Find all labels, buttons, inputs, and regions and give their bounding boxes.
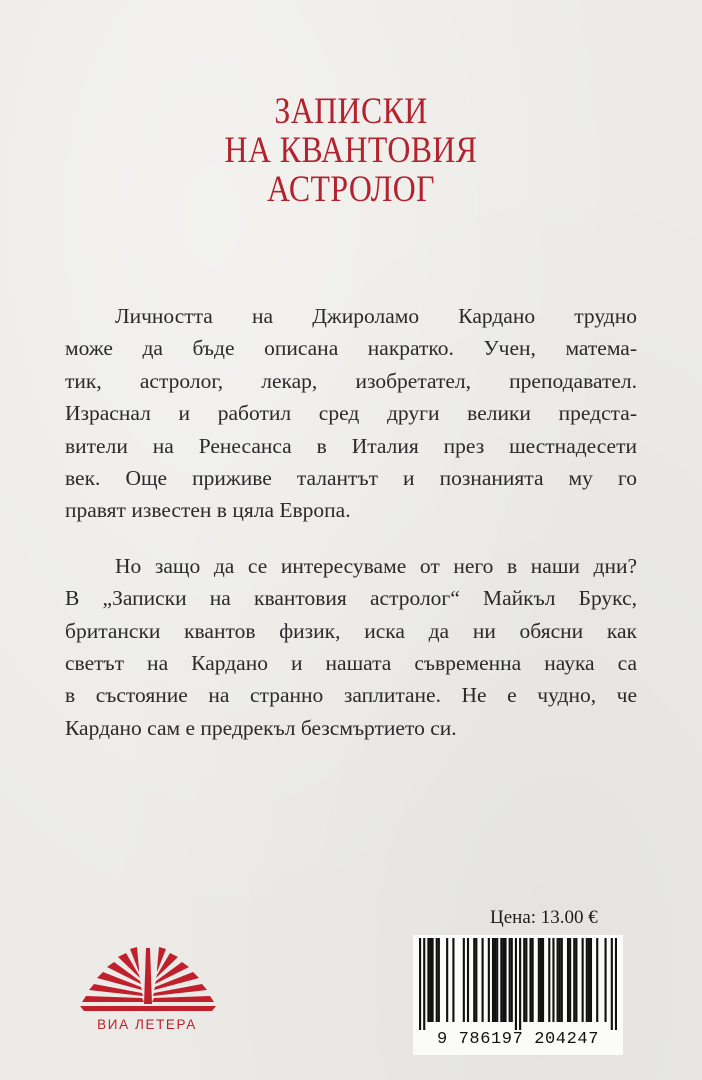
- barcode-bar: [573, 938, 575, 1022]
- barcode-bar: [500, 938, 502, 1022]
- barcode-bar: [438, 938, 440, 1022]
- barcode-bar: [523, 938, 525, 1022]
- price-label: Цена: 13.00 €: [490, 907, 598, 928]
- barcode-bar: [540, 938, 542, 1022]
- isbn-number: 9 786197 204247: [436, 1030, 600, 1049]
- barcode-bar: [567, 938, 569, 1022]
- barcode-bar: [582, 938, 584, 1022]
- blurb-line: в състояние на странно заплитане. Не е чудно, че: [65, 683, 637, 708]
- blurb-line: Личността на Джироламо Кардано трудно: [115, 304, 637, 328]
- book-blurb: [65, 300, 637, 744]
- blurb-line: Но защо да се интересуваме от него в наши дни?: [115, 553, 637, 578]
- barcode-bar: [429, 938, 431, 1022]
- barcode-bar: [511, 938, 513, 1022]
- barcode-bar: [538, 938, 540, 1022]
- barcode-bar: [569, 938, 571, 1022]
- barcode-bar: [552, 938, 554, 1022]
- barcode-bar: [504, 938, 506, 1022]
- barcode-bar: [419, 938, 421, 1030]
- barcode-bar: [467, 938, 469, 1022]
- publisher-logo: [72, 938, 222, 1040]
- title-line: НА КВАНТОВИЯ: [224, 130, 478, 171]
- barcode-bar: [604, 938, 606, 1022]
- barcode-bar: [615, 938, 617, 1030]
- barcode-bar: [557, 938, 559, 1022]
- barcode-bar: [432, 938, 434, 1022]
- barcode-bar: [427, 938, 429, 1022]
- barcode-bar: [529, 938, 531, 1022]
- barcode-bar: [492, 938, 494, 1022]
- barcode-bar: [548, 938, 550, 1022]
- barcode-bar: [509, 938, 511, 1022]
- barcode-bar: [561, 938, 563, 1022]
- blurb-line: може да бъде описана накратко. Учен, матема-: [65, 336, 637, 361]
- title-line: ЗАПИСКИ: [274, 91, 428, 132]
- blurb-line: правят известен в цяла Европа.: [65, 498, 351, 523]
- barcode-bar: [596, 938, 598, 1022]
- book-title: [49, 92, 653, 209]
- blurb-line: британски квантов физик, иска да ни обясни как: [65, 618, 637, 643]
- blurb-line: вители на Ренесанса в Италия през шестнадесети: [65, 433, 637, 458]
- barcode-bar: [488, 938, 490, 1022]
- barcode-bar: [452, 938, 454, 1022]
- barcode-bar: [446, 938, 448, 1022]
- open-book-logo-icon: [72, 938, 222, 1018]
- blurb-paragraph-1: [65, 300, 637, 527]
- blurb-paragraph-2: [65, 550, 637, 744]
- barcode-bars: [419, 938, 617, 1030]
- title-line: АСТРОЛОГ: [267, 169, 435, 210]
- barcode-bar: [575, 938, 577, 1022]
- barcode-bar: [473, 938, 475, 1022]
- barcode-bar: [525, 938, 527, 1022]
- barcode-bar: [519, 938, 521, 1030]
- barcode-bar: [475, 938, 477, 1022]
- blurb-line: В „Записки на квантовия астролог“ Майкъл Брукс,: [65, 586, 637, 611]
- barcode-bar: [423, 938, 425, 1030]
- barcode-bar: [542, 938, 544, 1022]
- barcode-bar: [586, 938, 588, 1022]
- blurb-line: век. Още приживе талантът и познанията му го: [65, 466, 637, 491]
- barcode-bar: [590, 938, 592, 1022]
- barcode-bar: [588, 938, 590, 1022]
- blurb-line: тик, астролог, лекар, изобретател, преподавател.: [65, 368, 637, 393]
- blurb-line: Кардано сам е предрекъл безсмъртието си.: [65, 715, 457, 740]
- barcode-bar: [532, 938, 534, 1022]
- barcode-bar: [515, 938, 517, 1030]
- barcode-bar: [482, 938, 484, 1022]
- barcode-bar: [496, 938, 498, 1022]
- barcode-bar: [611, 938, 613, 1030]
- barcode-bar: [463, 938, 465, 1022]
- barcode-bar: [559, 938, 561, 1022]
- publisher-name: ВИА ЛЕТЕРА: [97, 1017, 197, 1032]
- barcode-bar: [436, 938, 438, 1022]
- blurb-line: Израснал и работил сред други велики предста-: [65, 401, 637, 426]
- isbn-barcode: [413, 935, 623, 1055]
- barcode-bar: [502, 938, 504, 1022]
- blurb-line: светът на Кардано и нашата съвременна наука са: [65, 651, 637, 676]
- barcode-bar: [494, 938, 496, 1022]
